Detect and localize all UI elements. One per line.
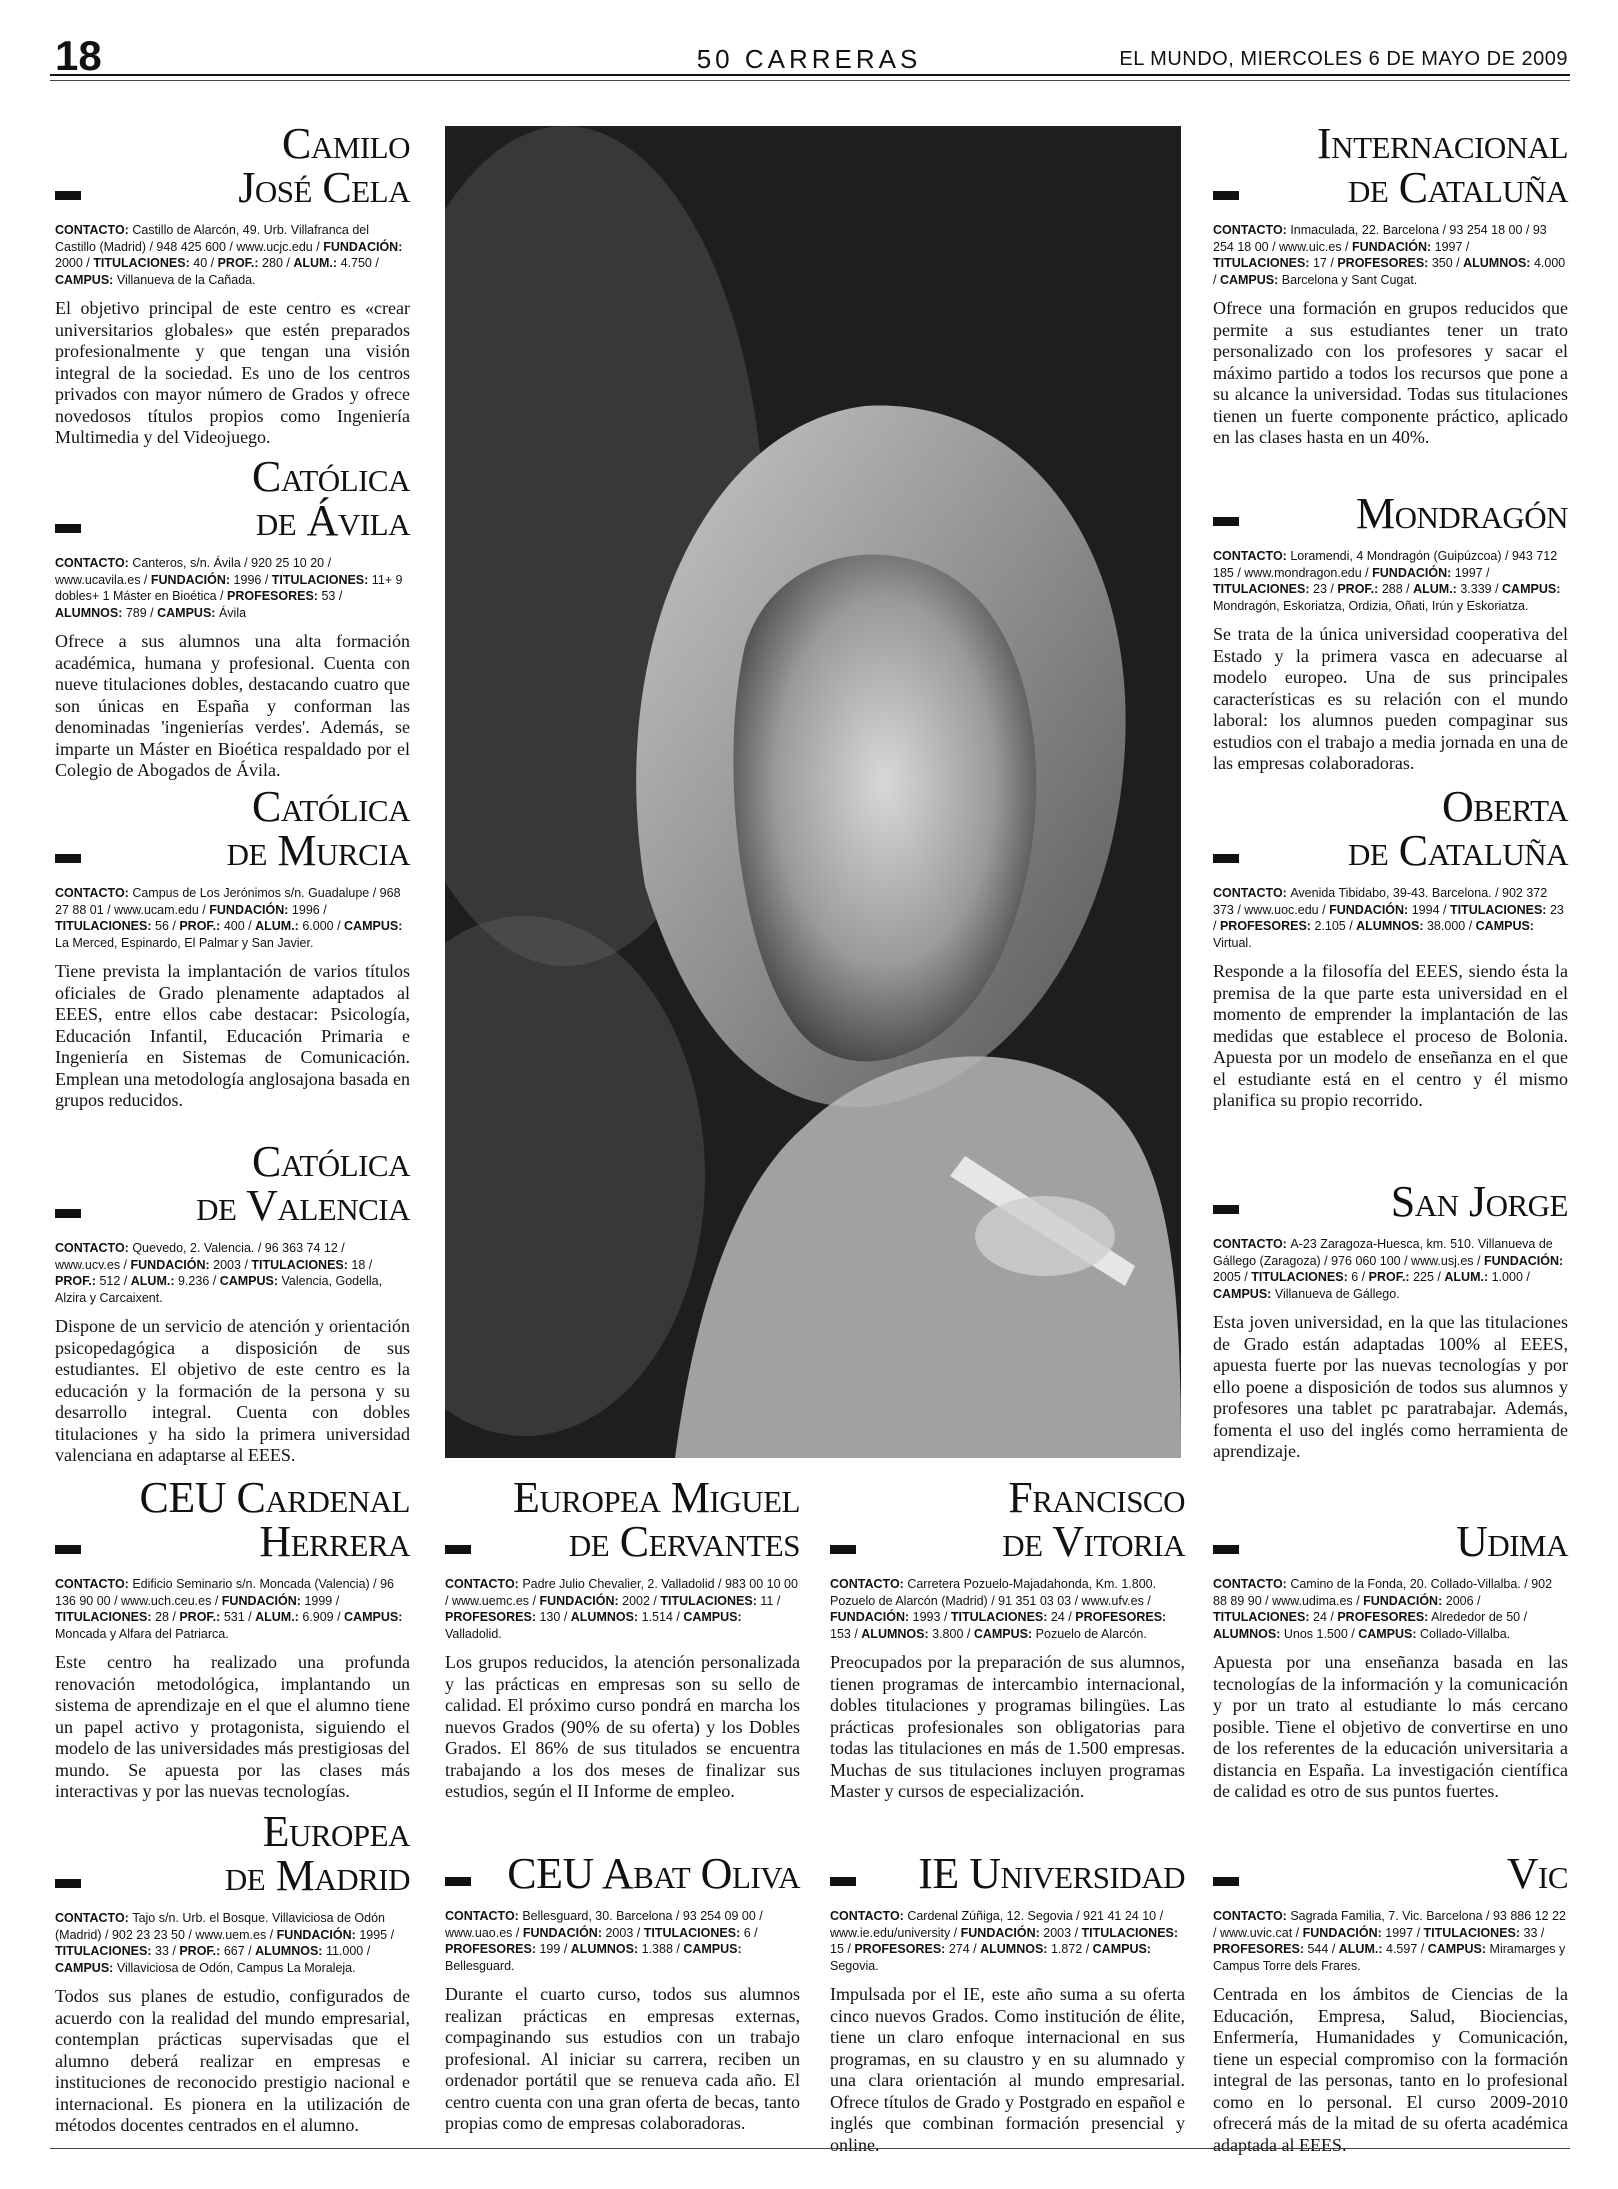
entry-name: de Vitoria xyxy=(1002,1517,1185,1566)
entry-title xyxy=(1213,489,1568,538)
entry-text: Todos sus planes de estudio, configurados de acuerdo con la realidad del mundo empresarial, contemplan prácticas supervisadas que el alumno deberá realizar en empresas e instituciones de reconocido prestigio nacional e internacional. Es pionera en la utilización de métodos docentes centrados en el alumno. xyxy=(55,1986,410,2135)
entry-title xyxy=(55,1807,410,1900)
entry-europea-madrid xyxy=(55,1807,410,2137)
entry-contact: CONTACTO: Sagrada Familia, 7. Vic. Barcelona / 93 886 12 22 / www.uvic.cat / FUNDACIÓN: 1997 / TITULACIONES: 33 / PROFESORES: 544 / ALUM.: 4.597 / CAMPUS: Miramarges y Campus Torre dels Frares. xyxy=(1213,1909,1566,1973)
entry-title xyxy=(1213,1177,1568,1226)
entry-ceu-abat-oliva xyxy=(445,1849,800,2135)
entry-contact: CONTACTO: Loramendi, 4 Mondragón (Guipúzcoa) / 943 712 185 / www.mondragon.edu / FUNDACIÓN: 1997 / TITULACIONES: 23 / PROF.: 288 / ALUM.: 3.339 / CAMPUS: Mondragón, Eskoriatza, Ordizia, Oñati, Irún y Eskoriatza. xyxy=(1213,549,1561,613)
entry-text: Esta joven universidad, en la que las titulaciones de Grado están adaptadas 100% al EEES, apuesta fuerte por las nuevas tecnologías y por ello poene a disposición de todos sus alumnos y profesores una tablet pc paratrabajar. Además, fomenta el uso del inglés como herramienta de aprendizaje. xyxy=(1213,1312,1568,1461)
dateline: EL MUNDO, MIERCOLES 6 DE MAYO DE 2009 xyxy=(1119,48,1568,70)
entry-text: Centrada en los ámbitos de Ciencias de la Educación, Empresa, Salud, Biociencias, Enfermería, Humanidades y Comunicación, tiene un especial compromiso con la formación integral de las personas, tanto en lo profesional como en lo personal. El curso 2009-2010 ofrecerá más de la mitad de su oferta académica adaptada al EEES. xyxy=(1213,1984,1568,2155)
entry-title xyxy=(55,119,410,212)
entry-name: CEU Abat Oliva xyxy=(507,1849,800,1898)
entry-text: Impulsada por el IE, este año suma a su oferta cinco nuevos Grados. Como institución de élite, tiene un claro enfoque internacional en sus programas, en su claustro y en su alumnado y una clara orientación al mundo empresarial. Ofrece títulos de Grado y Postgrado en español e inglés que combinan formación presencial y online. xyxy=(830,1984,1185,2155)
footer-rule xyxy=(50,2148,1570,2149)
entry-contact: CONTACTO: Padre Julio Chevalier, 2. Valladolid / 983 00 10 00 / www.uemc.es / FUNDACIÓN: 2002 / TITULACIONES: 11 / PROFESORES: 130 / ALUMNOS: 1.514 / CAMPUS: Valladolid. xyxy=(445,1577,798,1641)
entry-name: Católica xyxy=(252,1137,410,1186)
entry-name: Católica xyxy=(252,782,410,831)
entry-camilo-jose-cela xyxy=(55,119,410,449)
entry-name: de Murcia xyxy=(226,826,410,875)
entry-contact: CONTACTO: Inmaculada, 22. Barcelona / 93 254 18 00 / 93 254 18 00 / www.uic.es / FUNDACIÓN: 1997 / TITULACIONES: 17 / PROFESORES: 350 / ALUMNOS: 4.000 / CAMPUS: Barcelona y Sant Cugat. xyxy=(1213,223,1566,287)
entry-name: José Cela xyxy=(238,163,410,212)
entry-catolica-avila xyxy=(55,452,410,782)
bullet-dash xyxy=(55,1209,81,1218)
entry-name: de Valencia xyxy=(196,1181,410,1230)
bullet-dash xyxy=(830,1545,856,1554)
bullet-dash xyxy=(1213,191,1239,200)
entry-ie-universidad xyxy=(830,1849,1185,2156)
entry-name: de Ávila xyxy=(255,496,410,545)
entry-text: Responde a la filosofía del EEES, siendo ésta la premisa de la que parte esta universidad en el momento de emprender la implantación de las medidas que establece el proceso de Bolonia. Apuesta por un modelo de enseñanza en el que el estudiante está en el centro y él mismo planifica su propio recorrido. xyxy=(1213,961,1568,1110)
entry-catolica-valencia xyxy=(55,1137,410,1467)
entry-name: San Jorge xyxy=(1390,1177,1568,1226)
entry-contact: CONTACTO: Tajo s/n. Urb. el Bosque. Villaviciosa de Odón (Madrid) / 902 23 23 50 / www.uem.es / FUNDACIÓN: 1995 / TITULACIONES: 33 / PROF.: 667 / ALUMNOS: 11.000 / CAMPUS: Villaviciosa de Odón, Campus La Moraleja. xyxy=(55,1911,395,1975)
entry-name: de Cervantes xyxy=(568,1517,800,1566)
entry-name: IE Universidad xyxy=(918,1849,1185,1898)
entry-title xyxy=(1213,1517,1568,1566)
bullet-dash xyxy=(830,1877,856,1886)
entry-internacional-cataluna xyxy=(1213,119,1568,449)
entry-europea-miguel-cervantes xyxy=(445,1473,800,1803)
entry-title xyxy=(55,1137,410,1230)
entry-text: Ofrece una formación en grupos reducidos que permite a sus estudiantes tener un trato personalizado con los profesores y sacar el máximo partido a todos los recursos que pone a su alcance la universidad. Todas sus titulaciones tienen un fuerte componente práctico, aplicado en las clases hasta en un 40%. xyxy=(1213,298,1568,447)
entry-title xyxy=(55,1473,410,1566)
bullet-dash xyxy=(55,1879,81,1888)
entry-title xyxy=(55,452,410,545)
entry-name: Francisco xyxy=(1008,1473,1185,1522)
entry-name: Mondragón xyxy=(1355,489,1568,538)
entry-title xyxy=(445,1849,800,1898)
entry-title xyxy=(55,782,410,875)
entry-name: CEU Cardenal xyxy=(139,1473,410,1522)
entry-text: Durante el cuarto curso, todos sus alumnos realizan prácticas en empresas externas, compaginando sus estudios con un trabajo profesional. Al iniciar su carrera, reciben un ordenador portátil que se renueva cada año. El centro cuenta con una gran oferta de becas, tanto propias como de empresas colaboradoras. xyxy=(445,1984,800,2133)
header-rule xyxy=(50,74,1570,76)
entry-catolica-murcia xyxy=(55,782,410,1112)
entry-title xyxy=(1213,119,1568,212)
entry-text: Tiene prevista la implantación de varios títulos oficiales de Grado plenamente adaptados al EEES, entre ellos cabe destacar: Psicología, Educación Infantil, Educación Primaria e Ingeniería en Sistemas de Comunicación. Emplean una metodología anglosajona basada en grupos reducidos. xyxy=(55,961,410,1110)
entry-francisco-vitoria xyxy=(830,1473,1185,1803)
entry-name: Camilo xyxy=(282,119,410,168)
entry-san-jorge xyxy=(1213,1177,1568,1463)
section-title: 50 CARRERAS xyxy=(696,44,922,74)
bullet-dash xyxy=(1213,1545,1239,1554)
entry-udima xyxy=(1213,1517,1568,1803)
bullet-dash xyxy=(55,854,81,863)
entry-contact: CONTACTO: Quevedo, 2. Valencia. / 96 363 74 12 / www.ucv.es / FUNDACIÓN: 2003 / TITULACIONES: 18 / PROF.: 512 / ALUM.: 9.236 / CAMPUS: Valencia, Godella, Alzira y Carcaixent. xyxy=(55,1241,383,1305)
entry-contact: CONTACTO: Bellesguard, 30. Barcelona / 93 254 09 00 / www.uao.es / FUNDACIÓN: 2003 / TITULACIONES: 6 / PROFESORES: 199 / ALUMNOS: 1.388 / CAMPUS: Bellesguard. xyxy=(445,1909,763,1973)
entry-title xyxy=(445,1473,800,1566)
entry-name: Europea Miguel xyxy=(513,1473,800,1522)
bullet-dash xyxy=(445,1877,471,1886)
bullet-dash xyxy=(55,1545,81,1554)
entry-name: Europea xyxy=(262,1807,410,1856)
entry-text: Apuesta por una enseñanza basada en las tecnologías de la información y la comunicación y por un trato al estudiante lo más cercano posible. Tiene el objetivo de convertirse en uno de los referentes de la educación universitaria a distancia en España. La investigación científica de calidad es otro de sus puntos fuertes. xyxy=(1213,1652,1568,1801)
entry-mondragon xyxy=(1213,489,1568,775)
page-header xyxy=(0,0,1618,80)
entry-title xyxy=(830,1473,1185,1566)
entry-title xyxy=(830,1849,1185,1898)
entry-title xyxy=(1213,782,1568,875)
entry-name: Católica xyxy=(252,452,410,501)
bullet-dash xyxy=(55,191,81,200)
entry-vic xyxy=(1213,1849,1568,2156)
entry-contact: CONTACTO: Edificio Seminario s/n. Moncada (Valencia) / 96 136 90 00 / www.uch.ceu.es / FUNDACIÓN: 1999 / TITULACIONES: 28 / PROF.: 531 / ALUM.: 6.909 / CAMPUS: Moncada y Alfara del Patriarca. xyxy=(55,1577,403,1641)
entry-text: Preocupados por la preparación de sus alumnos, tienen programas de intercambio internacional, dobles titulaciones y programas bilingües. Las prácticas profesionales son obligatorias para todas las titulaciones en más de 1.500 empresas. Muchas de sus titulaciones incluyen programas Master y cursos de especialización. xyxy=(830,1652,1185,1801)
entry-text: Se trata de la única universidad cooperativa del Estado y la primera vasca en adecuarse al modelo europeo. Una de sus principales características es su relación con el mundo laboral: los alumnos pueden compaginar sus estudios con el trabajo a media jornada en una de las empresas colaboradoras. xyxy=(1213,624,1568,773)
entry-text: Dispone de un servicio de atención y orientación psicopedagógica a disposición de sus estudiantes. El objetivo de este centro es la educación y la formación de la persona y su desarrollo integral. Cuenta con dobles titulaciones y ha sido la primera universidad valenciana en adaptarse al EEES. xyxy=(55,1316,410,1465)
entry-text: Este centro ha realizado una profunda renovación metodológica, implantando un sistema de aprendizaje en el que el alumno tiene un papel activo y protagonista, siguiendo el modelo de las universidades más prestigiosas del mundo. Se apuesta por las clases más interactivas y por las nuevas tecnologías. xyxy=(55,1652,410,1801)
entry-contact: CONTACTO: Camino de la Fonda, 20. Collado-Villalba. / 902 88 89 90 / www.udima.es / FUNDACIÓN: 2006 / TITULACIONES: 24 / PROFESORES: Alrededor de 50 / ALUMNOS: Unos 1.500 / CAMPUS: Collado-Villalba. xyxy=(1213,1577,1553,1641)
entry-name: de Cataluña xyxy=(1347,826,1568,875)
bullet-dash xyxy=(55,524,81,533)
entry-ceu-cardenal-herrera xyxy=(55,1473,410,1803)
entry-contact: CONTACTO: Cardenal Zúñiga, 12. Segovia / 921 41 24 10 / www.ie.edu/university / FUNDACIÓN: 2003 / TITULACIONES: 15 / PROFESORES: 274 / ALUMNOS: 1.872 / CAMPUS: Segovia. xyxy=(830,1909,1179,1973)
page-number: 18 xyxy=(55,32,102,79)
entry-name: de Madrid xyxy=(224,1851,410,1900)
entry-name: Internacional xyxy=(1317,119,1568,168)
student-photo xyxy=(445,126,1181,1458)
bullet-dash xyxy=(1213,1205,1239,1214)
entry-contact: CONTACTO: Campus de Los Jerónimos s/n. Guadalupe / 968 27 88 01 / www.ucam.edu / FUNDACIÓN: 1996 / TITULACIONES: 56 / PROF.: 400 / ALUM.: 6.000 / CAMPUS: La Merced, Espinardo, El Palmar y San Javier. xyxy=(55,886,403,950)
entry-name: Vic xyxy=(1506,1849,1568,1898)
entry-name: Oberta xyxy=(1441,782,1568,831)
student-photo-image xyxy=(445,126,1181,1458)
entry-name: de Cataluña xyxy=(1347,163,1568,212)
entry-contact: CONTACTO: Avenida Tibidabo, 39-43. Barcelona. / 902 372 373 / www.uoc.edu / FUNDACIÓN: 1994 / TITULACIONES: 23 / PROFESORES: 2.105 / ALUMNOS: 38.000 / CAMPUS: Virtual. xyxy=(1213,886,1564,950)
entry-title xyxy=(1213,1849,1568,1898)
entry-name: Udima xyxy=(1456,1517,1568,1566)
bullet-dash xyxy=(1213,854,1239,863)
entry-oberta-cataluna xyxy=(1213,782,1568,1112)
entry-text: Los grupos reducidos, la atención personalizada y las prácticas en empresas son su sello de calidad. El próximo curso pondrá en marcha los nuevos Grados (90% de su oferta) y los Dobles Grados. El 86% de sus titulados se encuentra trabajando a los dos meses de finalizar sus estudios, según el II Informe de empleo. xyxy=(445,1652,800,1801)
entry-contact: CONTACTO: A-23 Zaragoza-Huesca, km. 510. Villanueva de Gállego (Zaragoza) / 976 060 100 / www.usj.es / FUNDACIÓN: 2005 / TITULACIONES: 6 / PROF.: 225 / ALUM.: 1.000 / CAMPUS: Villanueva de Gállego. xyxy=(1213,1237,1564,1301)
entry-contact: CONTACTO: Castillo de Alarcón, 49. Urb. Villafranca del Castillo (Madrid) / 948 425 600 / www.ucjc.edu / FUNDACIÓN: 2000 / TITULACIONES: 40 / PROF.: 280 / ALUM.: 4.750 / CAMPUS: Villanueva de la Cañada. xyxy=(55,223,403,287)
bullet-dash xyxy=(445,1545,471,1554)
entry-contact: CONTACTO: Carretera Pozuelo-Majadahonda, Km. 1.800. Pozuelo de Alarcón (Madrid) / 91 351 03 03 / www.ufv.es / FUNDACIÓN: 1993 / TITULACIONES: 24 / PROFESORES: 153 / ALUMNOS: 3.800 / CAMPUS: Pozuelo de Alarcón. xyxy=(830,1577,1167,1641)
entry-name: Herrera xyxy=(259,1517,410,1566)
entry-contact: CONTACTO: Canteros, s/n. Ávila / 920 25 10 20 / www.ucavila.es / FUNDACIÓN: 1996 / TITULACIONES: 11+ 9 dobles+ 1 Máster en Bioética / PROFESORES: 53 / ALUMNOS: 789 / CAMPUS: Ávila xyxy=(55,556,403,620)
bullet-dash xyxy=(1213,1877,1239,1886)
bullet-dash xyxy=(1213,517,1239,526)
entry-text: Ofrece a sus alumnos una alta formación académica, humana y profesional. Cuenta con nueve titulaciones dobles, destacando cuatro que son únicas en España y conforman las denominadas 'ingenierías verdes'. Además, se imparte un Máster en Bioética respaldado por el Colegio de Abogados de Ávila. xyxy=(55,631,410,780)
header-rule-thin xyxy=(50,80,1570,81)
entry-text: El objetivo principal de este centro es «crear universitarios globales» que estén preparados profesionalmente y que tengan una visión integral de la sociedad. Es uno de los centros privados con mayor número de Grados y ofrece novedosos títulos propios como Ingeniería Multimedia y del Videojuego. xyxy=(55,298,410,447)
